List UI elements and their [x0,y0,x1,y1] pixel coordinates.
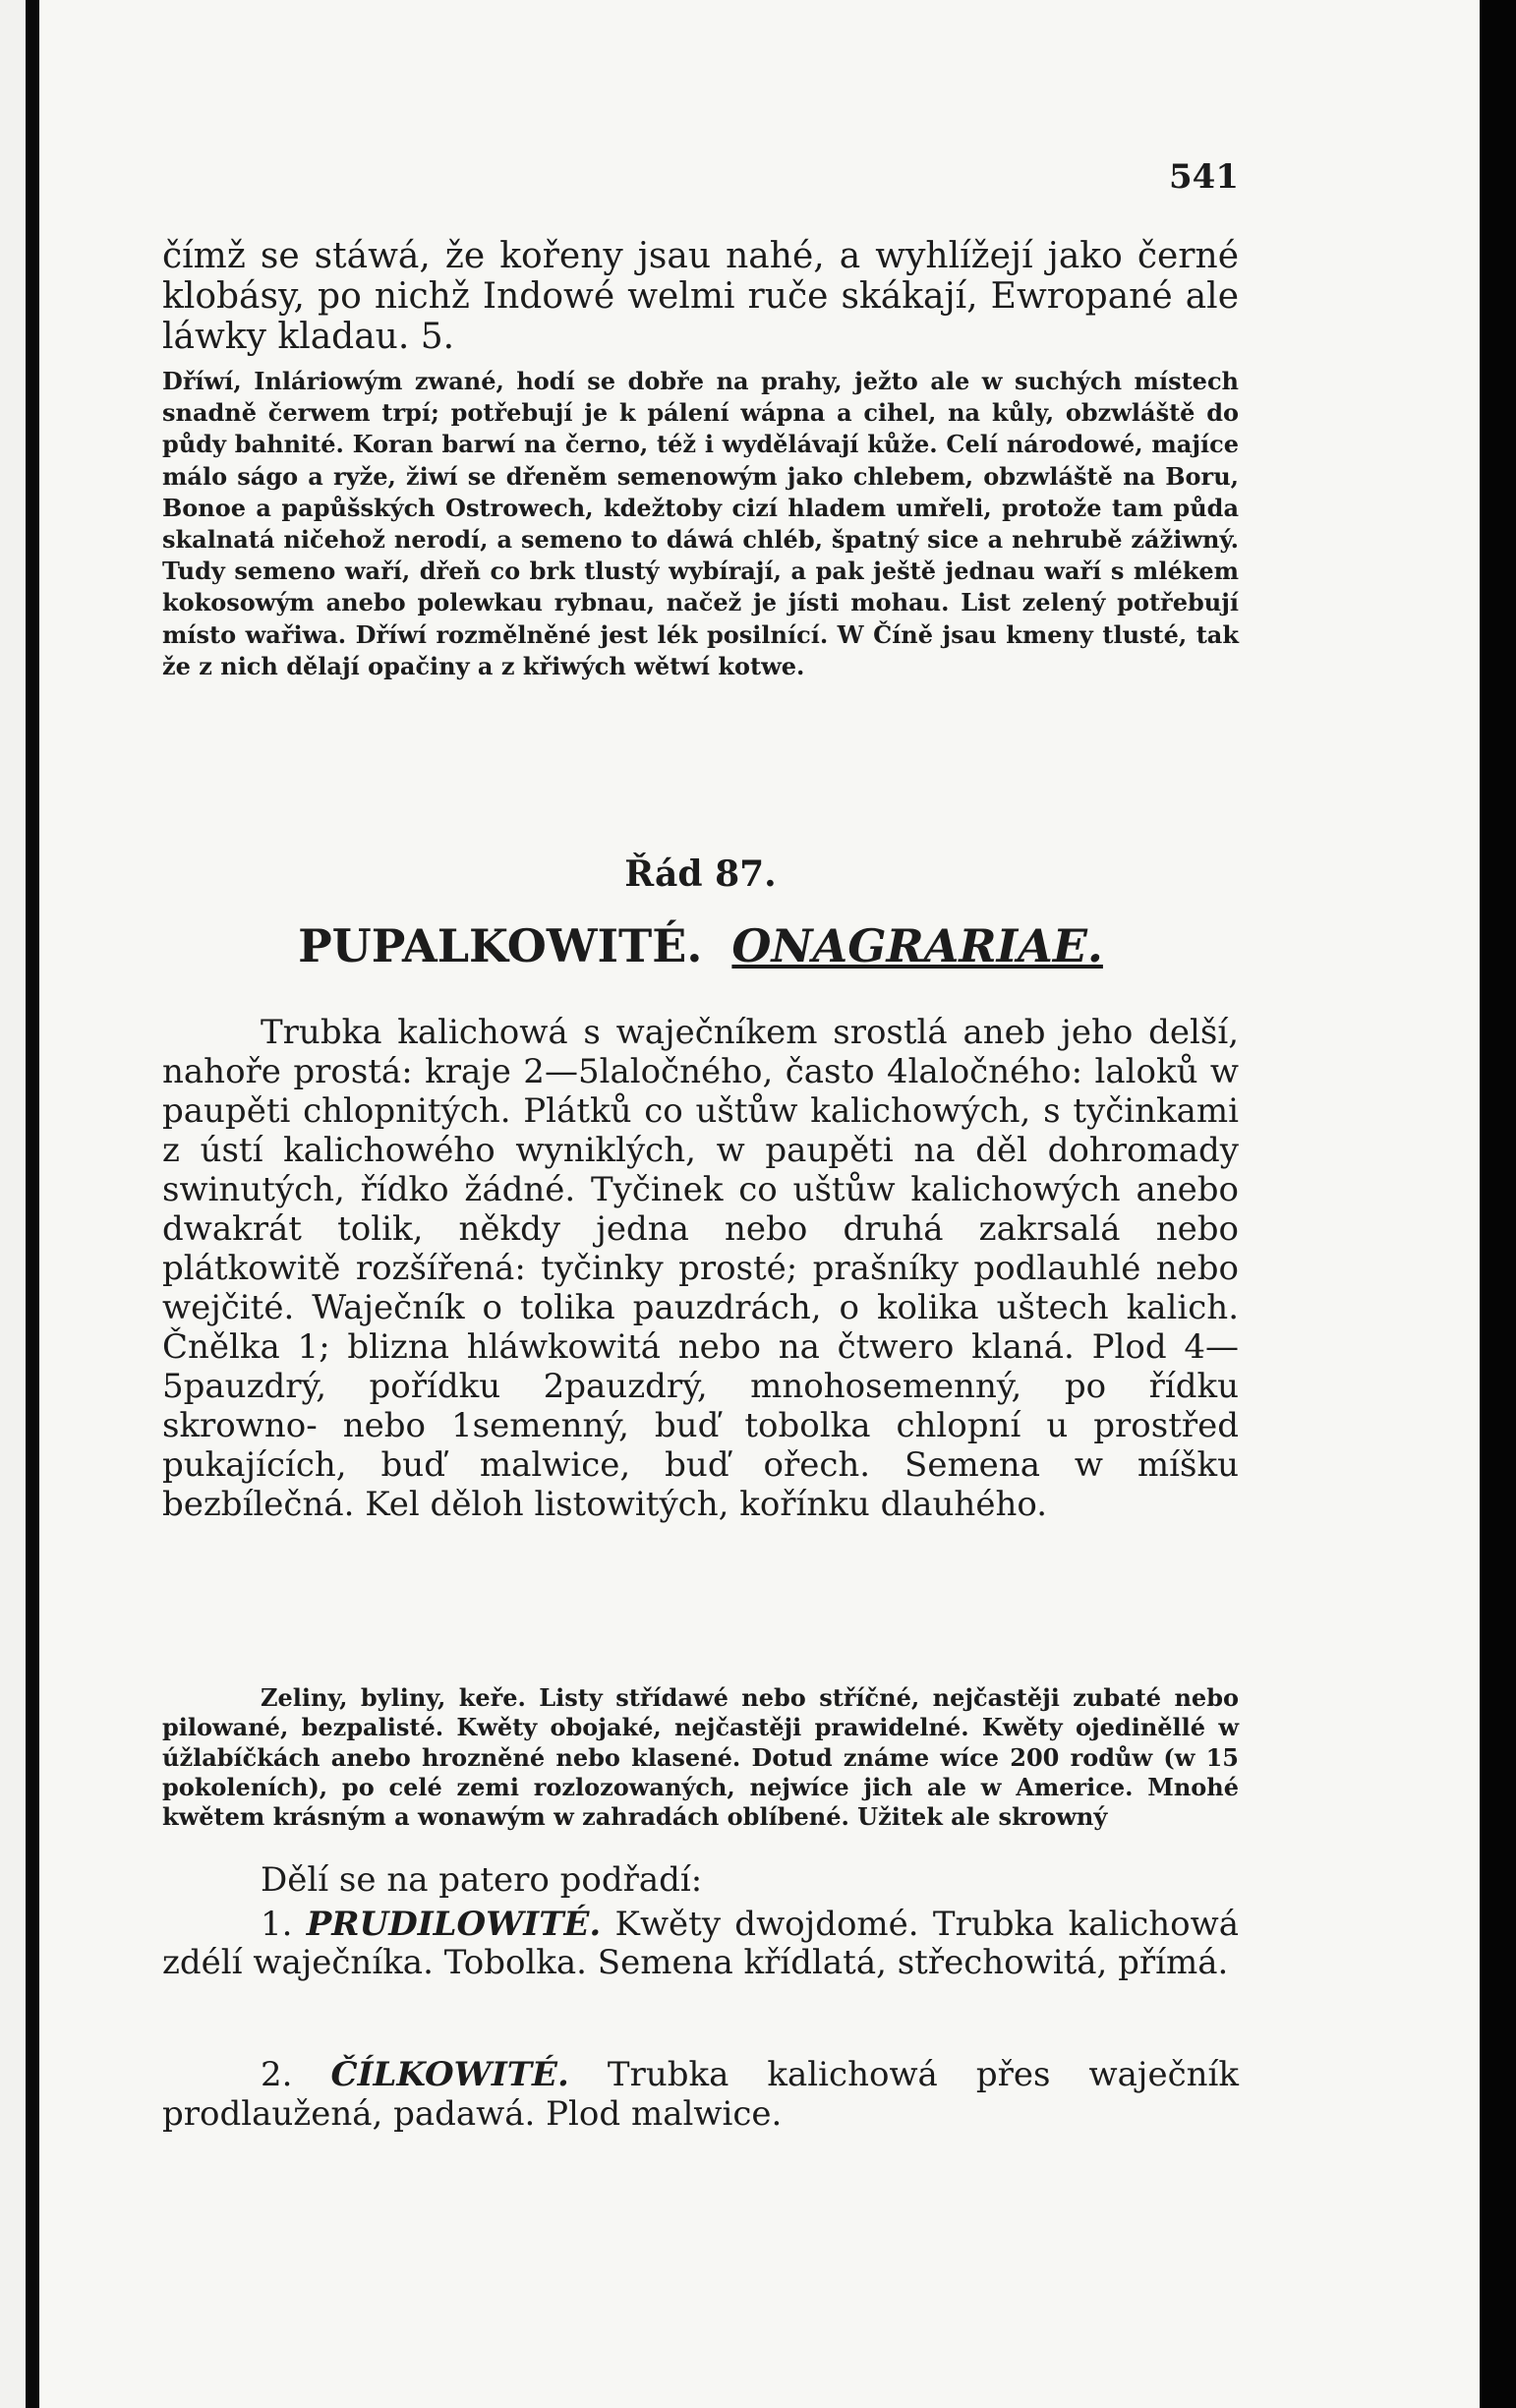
subfamily-2-text: Trubka kalichowá přes waječník prodlaužená, padawá. Plod malwice. [162,2055,1239,2134]
family-czech-name: PUPALKOWITÉ. [298,919,703,972]
order-heading: Řád 87. [624,853,777,895]
book-page [39,0,1480,2408]
paragraph-1: čímž se stáwá, že kořeny jsau nahé, a wyhlížejí jako černé klobásy, po nichž Indowé welmi ruče skákají, Ewropané ale láwky kladau. 5. [162,236,1239,357]
subfamily-2-number: 2. [261,2055,293,2094]
family-heading [162,919,1239,972]
family-description: Trubka kalichowá s waječníkem srostlá aneb jeho delší, nahoře prostá: kraje 2—5laločného, často 4laločného: laloků w paupěti chlopnitých. Plátků co uštůw kalichowých, s tyčinkami z ústí kalichowého wyniklých, w paupěti na děl dohromady swinutých, řídko žádné. Tyčinek co uštůw kalichowých anebo dwakrát tolik, někdy jedna nebo druhá zakrsalá nebo plátkowitě rozšířená: tyčinky prosté; prašníky podlauhlé nebo wejčité. Waječník o tolika pauzdrách, o kolika uštech kalich. Čnělka 1; blizna hláwkowitá nebo na čtwero klaná. Plod 4—5pauzdrý, pořídku 2pauzdrý, mnohosemenný, po řídku skrowno- nebo 1semenný, buď tobolka chlopní u prostřed pukajících, buď malwice, buď ořech. Semena w míšku bezbílečná. Kel děloh listowitých, kořínku dlauhého. [162,1013,1239,1524]
subdivision-intro: Dělí se na patero podřadí: [261,1860,703,1900]
subfamily-1-number: 1. [261,1905,293,1944]
subfamily-1-name: PRUDILOWITÉ. [306,1905,602,1944]
page-number: 541 [1169,157,1239,197]
subfamily-2 [162,2055,1239,2134]
family-notes: Zeliny, byliny, keře. Listy střídawé nebo stříčné, nejčastěji zubaté nebo pilowané, bezpalisté. Kwěty obojaké, nejčastěji prawidelné. Kwěty ojediněllé w úžlabíčkách anebo hrozněné nebo klasené. Dotud známe wíce 200 rodůw (w 15 pokoleních), po celé zemi rozlozowaných, nejwíce jich ale w Americe. Mnohé kwětem krásným a wonawým w zahradách oblíbené. Užitek ale skrowný [162,1683,1239,1832]
subfamily-1 [162,1906,1239,1982]
family-latin-name: ONAGRARIAE. [731,919,1103,972]
binding-gutter [26,0,39,2408]
paragraph-2: Dříwí, Inláriowým zwané, hodí se dobře na prahy, ježto ale w suchých místech snadně čerwem trpí; potřebují je k pálení wápna a cihel, na kůly, obzwláště do půdy bahnité. Koran barwí na černo, též i wydělávají kůže. Celí národowé, majíce málo ságo a ryže, žiwí se dřeněm semenowým jako chlebem, obzwláště na Boru, Bonoe a papůšských Ostrowech, kdežtoby cizí hladem umřeli, protože tam půda skalnatá ničehož nerodí, a semeno to dáwá chléb, špatný sice a nehrubě zážiwný. Tudy semeno waří, dřeň co brk tlustý wybírají, a pak ještě jednau waří s mlékem kokosowým anebo polewkau rybnau, načež je jísti mohau. List zelený potřebují místo wařiwa. Dříwí rozmělněné jest lék posilnící. W Číně jsau kmeny tlusté, tak že z nich dělají opačiny a z křiwých wětwí kotwe. [162,367,1239,680]
subfamily-1-text: Kwěty dwojdomé. Trubka kalichowá zdélí waječníka. Tobolka. Semena křídlatá, střechowitá, přímá. [162,1905,1240,1982]
subfamily-2-name: ČÍLKOWITÉ. [330,2055,569,2094]
left-page-edge [0,0,26,2408]
